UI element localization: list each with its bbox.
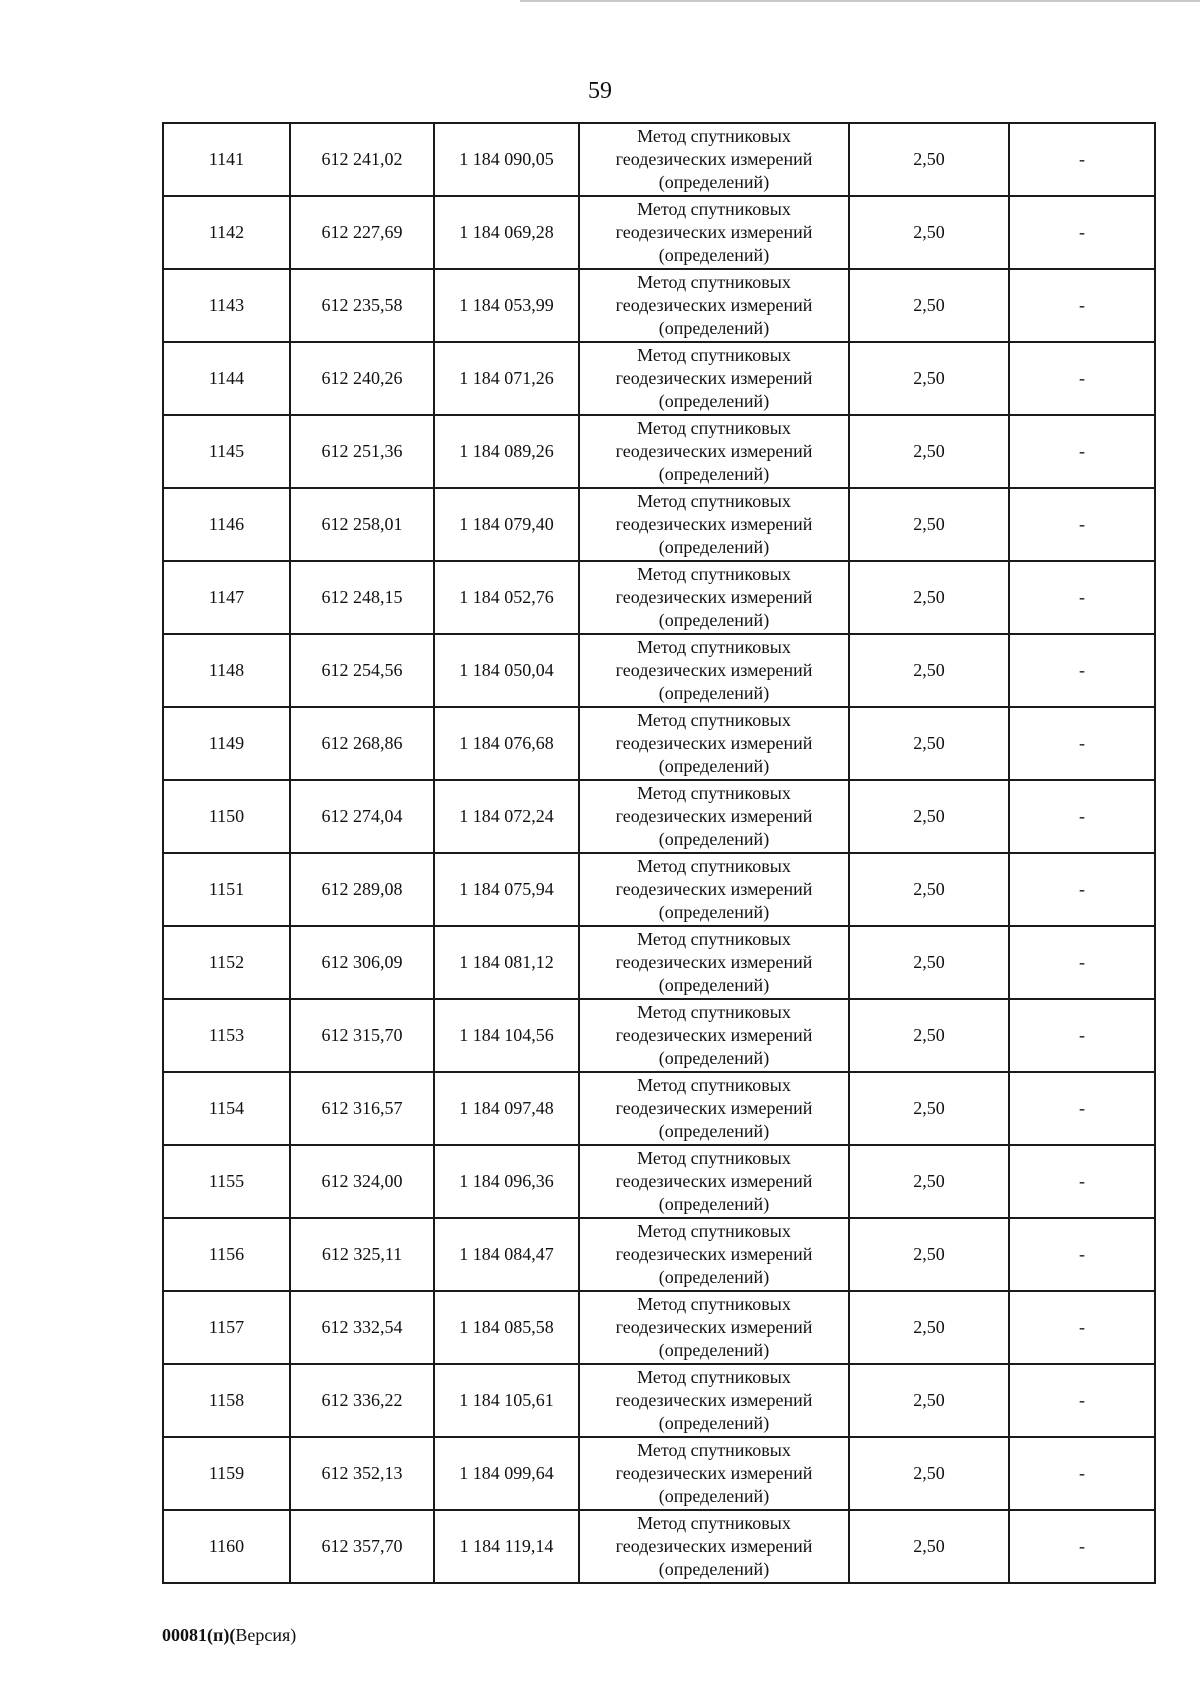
point-number-cell: 1153 <box>163 999 290 1072</box>
x-coordinate-cell: 612 357,70 <box>290 1510 434 1583</box>
table-row <box>163 853 1155 926</box>
accuracy-cell: 2,50 <box>849 415 1009 488</box>
table-row <box>163 561 1155 634</box>
y-coordinate-cell: 1 184 050,04 <box>434 634 579 707</box>
coordinates-table <box>162 122 1156 1584</box>
description-cell: - <box>1009 1291 1155 1364</box>
table-row <box>163 342 1155 415</box>
x-coordinate-cell: 612 324,00 <box>290 1145 434 1218</box>
method-cell: Метод спутниковых геодезических измерений (определений) <box>579 926 849 999</box>
y-coordinate-cell: 1 184 052,76 <box>434 561 579 634</box>
x-coordinate-cell: 612 315,70 <box>290 999 434 1072</box>
description-cell: - <box>1009 342 1155 415</box>
method-cell: Метод спутниковых геодезических измерений (определений) <box>579 634 849 707</box>
y-coordinate-cell: 1 184 105,61 <box>434 1364 579 1437</box>
y-coordinate-cell: 1 184 119,14 <box>434 1510 579 1583</box>
table-row <box>163 1291 1155 1364</box>
method-cell: Метод спутниковых геодезических измерений (определений) <box>579 1218 849 1291</box>
description-cell: - <box>1009 488 1155 561</box>
description-cell: - <box>1009 780 1155 853</box>
table-row <box>163 634 1155 707</box>
accuracy-cell: 2,50 <box>849 196 1009 269</box>
method-cell: Метод спутниковых геодезических измерений (определений) <box>579 196 849 269</box>
x-coordinate-cell: 612 268,86 <box>290 707 434 780</box>
method-cell: Метод спутниковых геодезических измерений (определений) <box>579 707 849 780</box>
point-number-cell: 1145 <box>163 415 290 488</box>
method-cell: Метод спутниковых геодезических измерений (определений) <box>579 853 849 926</box>
method-cell: Метод спутниковых геодезических измерений (определений) <box>579 999 849 1072</box>
point-number-cell: 1143 <box>163 269 290 342</box>
point-number-cell: 1155 <box>163 1145 290 1218</box>
y-coordinate-cell: 1 184 090,05 <box>434 123 579 196</box>
accuracy-cell: 2,50 <box>849 1364 1009 1437</box>
x-coordinate-cell: 612 227,69 <box>290 196 434 269</box>
table-row <box>163 1510 1155 1583</box>
accuracy-cell: 2,50 <box>849 1145 1009 1218</box>
point-number-cell: 1151 <box>163 853 290 926</box>
point-number-cell: 1158 <box>163 1364 290 1437</box>
y-coordinate-cell: 1 184 075,94 <box>434 853 579 926</box>
table-row <box>163 780 1155 853</box>
point-number-cell: 1159 <box>163 1437 290 1510</box>
method-cell: Метод спутниковых геодезических измерений (определений) <box>579 1437 849 1510</box>
description-cell: - <box>1009 926 1155 999</box>
x-coordinate-cell: 612 254,56 <box>290 634 434 707</box>
description-cell: - <box>1009 415 1155 488</box>
x-coordinate-cell: 612 235,58 <box>290 269 434 342</box>
point-number-cell: 1144 <box>163 342 290 415</box>
table-row <box>163 269 1155 342</box>
x-coordinate-cell: 612 306,09 <box>290 926 434 999</box>
y-coordinate-cell: 1 184 085,58 <box>434 1291 579 1364</box>
description-cell: - <box>1009 707 1155 780</box>
table-row <box>163 123 1155 196</box>
point-number-cell: 1142 <box>163 196 290 269</box>
method-cell: Метод спутниковых геодезических измерений (определений) <box>579 342 849 415</box>
y-coordinate-cell: 1 184 096,36 <box>434 1145 579 1218</box>
y-coordinate-cell: 1 184 071,26 <box>434 342 579 415</box>
accuracy-cell: 2,50 <box>849 1072 1009 1145</box>
method-cell: Метод спутниковых геодезических измерений (определений) <box>579 123 849 196</box>
method-cell: Метод спутниковых геодезических измерений (определений) <box>579 561 849 634</box>
description-cell: - <box>1009 1218 1155 1291</box>
table-row <box>163 1437 1155 1510</box>
description-cell: - <box>1009 999 1155 1072</box>
y-coordinate-cell: 1 184 069,28 <box>434 196 579 269</box>
footer-code: 00081(п)( <box>162 1625 236 1645</box>
top-scan-line <box>520 0 1200 2</box>
table-row <box>163 415 1155 488</box>
accuracy-cell: 2,50 <box>849 926 1009 999</box>
description-cell: - <box>1009 853 1155 926</box>
method-cell: Метод спутниковых геодезических измерений (определений) <box>579 1072 849 1145</box>
x-coordinate-cell: 612 240,26 <box>290 342 434 415</box>
description-cell: - <box>1009 196 1155 269</box>
y-coordinate-cell: 1 184 072,24 <box>434 780 579 853</box>
description-cell: - <box>1009 561 1155 634</box>
description-cell: - <box>1009 1437 1155 1510</box>
point-number-cell: 1146 <box>163 488 290 561</box>
x-coordinate-cell: 612 336,22 <box>290 1364 434 1437</box>
method-cell: Метод спутниковых геодезических измерений (определений) <box>579 269 849 342</box>
x-coordinate-cell: 612 289,08 <box>290 853 434 926</box>
x-coordinate-cell: 612 241,02 <box>290 123 434 196</box>
description-cell: - <box>1009 1072 1155 1145</box>
accuracy-cell: 2,50 <box>849 269 1009 342</box>
accuracy-cell: 2,50 <box>849 780 1009 853</box>
table-row <box>163 488 1155 561</box>
point-number-cell: 1154 <box>163 1072 290 1145</box>
point-number-cell: 1152 <box>163 926 290 999</box>
point-number-cell: 1157 <box>163 1291 290 1364</box>
x-coordinate-cell: 612 248,15 <box>290 561 434 634</box>
point-number-cell: 1141 <box>163 123 290 196</box>
x-coordinate-cell: 612 251,36 <box>290 415 434 488</box>
y-coordinate-cell: 1 184 089,26 <box>434 415 579 488</box>
accuracy-cell: 2,50 <box>849 1218 1009 1291</box>
accuracy-cell: 2,50 <box>849 1437 1009 1510</box>
y-coordinate-cell: 1 184 053,99 <box>434 269 579 342</box>
description-cell: - <box>1009 1145 1155 1218</box>
y-coordinate-cell: 1 184 079,40 <box>434 488 579 561</box>
accuracy-cell: 2,50 <box>849 561 1009 634</box>
document-footer <box>162 1625 296 1646</box>
point-number-cell: 1160 <box>163 1510 290 1583</box>
method-cell: Метод спутниковых геодезических измерений (определений) <box>579 1291 849 1364</box>
x-coordinate-cell: 612 325,11 <box>290 1218 434 1291</box>
x-coordinate-cell: 612 316,57 <box>290 1072 434 1145</box>
table-row <box>163 196 1155 269</box>
page-number: 59 <box>588 78 612 104</box>
accuracy-cell: 2,50 <box>849 853 1009 926</box>
description-cell: - <box>1009 1510 1155 1583</box>
table-row <box>163 999 1155 1072</box>
description-cell: - <box>1009 269 1155 342</box>
table-row <box>163 1145 1155 1218</box>
table-row <box>163 1218 1155 1291</box>
method-cell: Метод спутниковых геодезических измерений (определений) <box>579 1145 849 1218</box>
table-row <box>163 926 1155 999</box>
table-row <box>163 707 1155 780</box>
y-coordinate-cell: 1 184 104,56 <box>434 999 579 1072</box>
method-cell: Метод спутниковых геодезических измерений (определений) <box>579 415 849 488</box>
point-number-cell: 1148 <box>163 634 290 707</box>
table-row <box>163 1072 1155 1145</box>
point-number-cell: 1156 <box>163 1218 290 1291</box>
x-coordinate-cell: 612 258,01 <box>290 488 434 561</box>
accuracy-cell: 2,50 <box>849 1510 1009 1583</box>
description-cell: - <box>1009 1364 1155 1437</box>
y-coordinate-cell: 1 184 097,48 <box>434 1072 579 1145</box>
x-coordinate-cell: 612 352,13 <box>290 1437 434 1510</box>
accuracy-cell: 2,50 <box>849 1291 1009 1364</box>
accuracy-cell: 2,50 <box>849 488 1009 561</box>
y-coordinate-cell: 1 184 084,47 <box>434 1218 579 1291</box>
x-coordinate-cell: 612 332,54 <box>290 1291 434 1364</box>
method-cell: Метод спутниковых геодезических измерений (определений) <box>579 1510 849 1583</box>
x-coordinate-cell: 612 274,04 <box>290 780 434 853</box>
accuracy-cell: 2,50 <box>849 123 1009 196</box>
table-row <box>163 1364 1155 1437</box>
method-cell: Метод спутниковых геодезических измерений (определений) <box>579 488 849 561</box>
accuracy-cell: 2,50 <box>849 707 1009 780</box>
coordinates-table-body <box>163 123 1155 1583</box>
y-coordinate-cell: 1 184 076,68 <box>434 707 579 780</box>
accuracy-cell: 2,50 <box>849 342 1009 415</box>
point-number-cell: 1150 <box>163 780 290 853</box>
method-cell: Метод спутниковых геодезических измерений (определений) <box>579 780 849 853</box>
y-coordinate-cell: 1 184 081,12 <box>434 926 579 999</box>
y-coordinate-cell: 1 184 099,64 <box>434 1437 579 1510</box>
method-cell: Метод спутниковых геодезических измерений (определений) <box>579 1364 849 1437</box>
point-number-cell: 1147 <box>163 561 290 634</box>
accuracy-cell: 2,50 <box>849 634 1009 707</box>
description-cell: - <box>1009 634 1155 707</box>
description-cell: - <box>1009 123 1155 196</box>
footer-version: Версия) <box>235 1625 297 1645</box>
point-number-cell: 1149 <box>163 707 290 780</box>
accuracy-cell: 2,50 <box>849 999 1009 1072</box>
